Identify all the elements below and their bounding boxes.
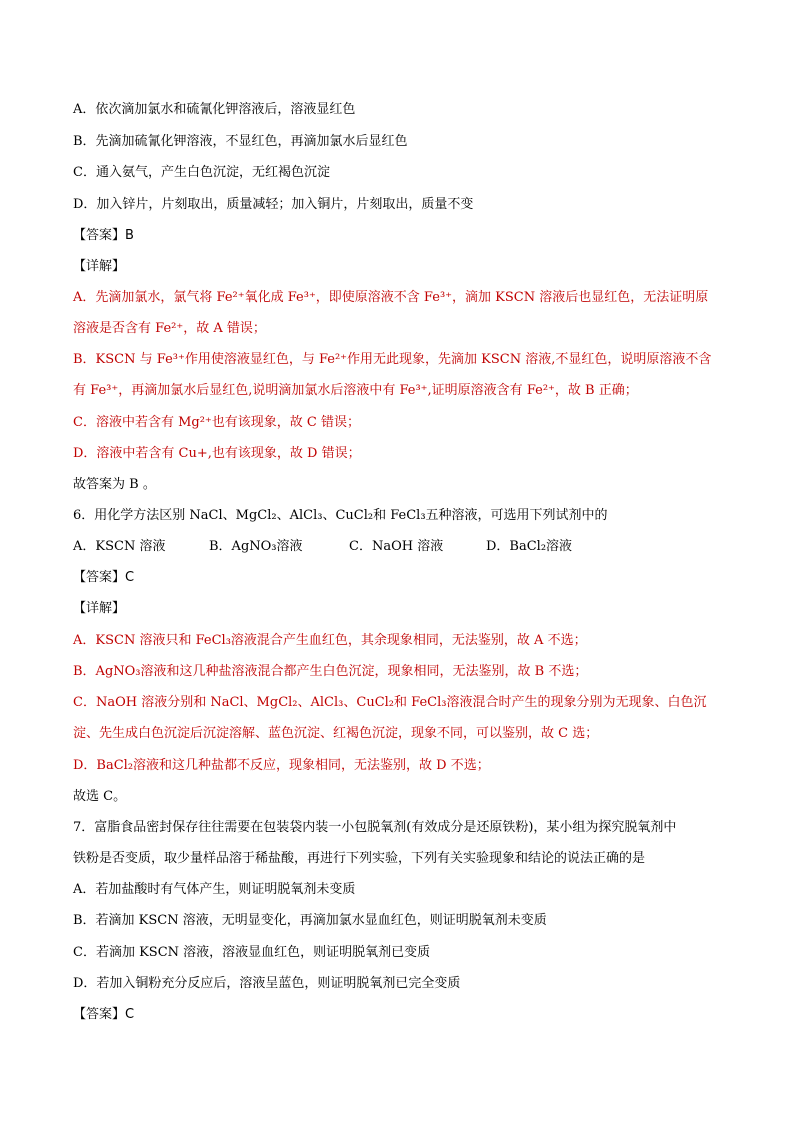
q6-options (73, 537, 572, 557)
q7-option-b: B．若滴加 KSCN 溶液，无明显变化，再滴加氯水显血红色，则证明脱氧剂未变质 (73, 913, 547, 928)
q5-option-c: C．通入氨气，产生白色沉淀，无红褐色沉淀 (73, 165, 330, 180)
q6-explanation-line-1: A．KSCN 溶液只和 FeCl₃溶液混合产生血红色，其余现象相同，无法鉴别，故 A 不选； (73, 633, 587, 648)
q5-explanation-line-5: C．溶液中若含有 Mg²⁺也有该现象，故 C 错误； (73, 415, 360, 430)
q6-option-c: C．NaOH 溶液 (349, 539, 444, 554)
q6-option-b: B．AgNO₃溶液 (209, 539, 303, 554)
q5-conclusion: 故答案为 B 。 (73, 477, 156, 492)
q5-option-d: D．加入锌片，片刻取出，质量减轻；加入铜片，片刻取出，质量不变 (73, 197, 474, 212)
q6-explanation-line-3: C．NaOH 溶液分别和 NaCl、MgCl₂、AlCl₃、CuCl₂和 FeCl₃溶液混合时产生的现象分别为无现象、白色沉 (73, 695, 707, 710)
q7-option-c: C．若滴加 KSCN 溶液，溶液显血红色，则证明脱氧剂已变质 (73, 945, 431, 960)
q6-conclusion: 故选 C。 (73, 789, 127, 804)
q6-stem: 6．用化学方法区别 NaCl、MgCl₂、AlCl₃、CuCl₂和 FeCl₃五种溶液，可选用下列试剂中的 (73, 508, 608, 523)
q6-option-d: D．BaCl₂溶液 (486, 539, 573, 554)
q5-option-a: A．依次滴加氯水和硫氰化钾溶液后，溶液显红色 (73, 102, 356, 117)
q5-explanation-line-1: A．先滴加氯水，氯气将 Fe²⁺氧化成 Fe³⁺，即使原溶液不含 Fe³⁺，滴加 KSCN 溶液后也显红色，无法证明原 (73, 290, 709, 305)
q5-explanation-line-3: B．KSCN 与 Fe³⁺作用使溶液显红色，与 Fe²⁺作用无此现象，先滴加 KSCN 溶液,不显红色，说明原溶液不含 (73, 352, 712, 367)
q6-explanation-line-5: D．BaCl₂溶液和这几种盐都不反应，现象相同，无法鉴别，故 D 不选； (73, 758, 490, 773)
q5-option-b: B．先滴加硫氰化钾溶液，不显红色，再滴加氯水后显红色 (73, 134, 408, 149)
q7-option-d: D．若加入铜粉充分反应后，溶液呈蓝色，则证明脱氧剂已完全变质 (73, 976, 461, 991)
q5-detail-label: 【详解】 (73, 259, 126, 274)
q7-option-a: A．若加盐酸时有气体产生，则证明脱氧剂未变质 (73, 882, 356, 897)
q6-answer: 【答案】C (73, 570, 135, 585)
q7-stem-line-1: 7．富脂食品密封保存往往需要在包装袋内装一小包脱氧剂(有效成分是还原铁粉)，某小组为探究脱氧剂中 (73, 820, 677, 835)
q5-explanation-line-6: D．溶液中若含有 Cu+,也有该现象，故 D 错误； (73, 446, 361, 461)
q6-detail-label: 【详解】 (73, 601, 126, 616)
q7-stem-line-2: 铁粉是否变质，取少量样品溶于稀盐酸，再进行下列实验，下列有关实验现象和结论的说法正确的是 (73, 851, 646, 866)
q5-answer: 【答案】B (73, 228, 134, 243)
q5-explanation-line-2: 溶液是否含有 Fe²⁺，故 A 错误； (73, 321, 266, 336)
q6-explanation-line-4: 淀、先生成白色沉淀后沉淀溶解、蓝色沉淀、红褐色沉淀，现象不同，可以鉴别，故 C 选； (73, 726, 599, 741)
q7-answer: 【答案】C (73, 1007, 135, 1022)
q5-explanation-line-4: 有 Fe³⁺，再滴加氯水后显红色,说明滴加氯水后溶液中有 Fe³⁺,证明原溶液含有 Fe²⁺，故 B 正确； (73, 383, 638, 398)
q6-option-a: A．KSCN 溶液 (73, 539, 166, 554)
q6-explanation-line-2: B．AgNO₃溶液和这几种盐溶液混合都产生白色沉淀，现象相同，无法鉴别，故 B 不选； (73, 664, 588, 679)
